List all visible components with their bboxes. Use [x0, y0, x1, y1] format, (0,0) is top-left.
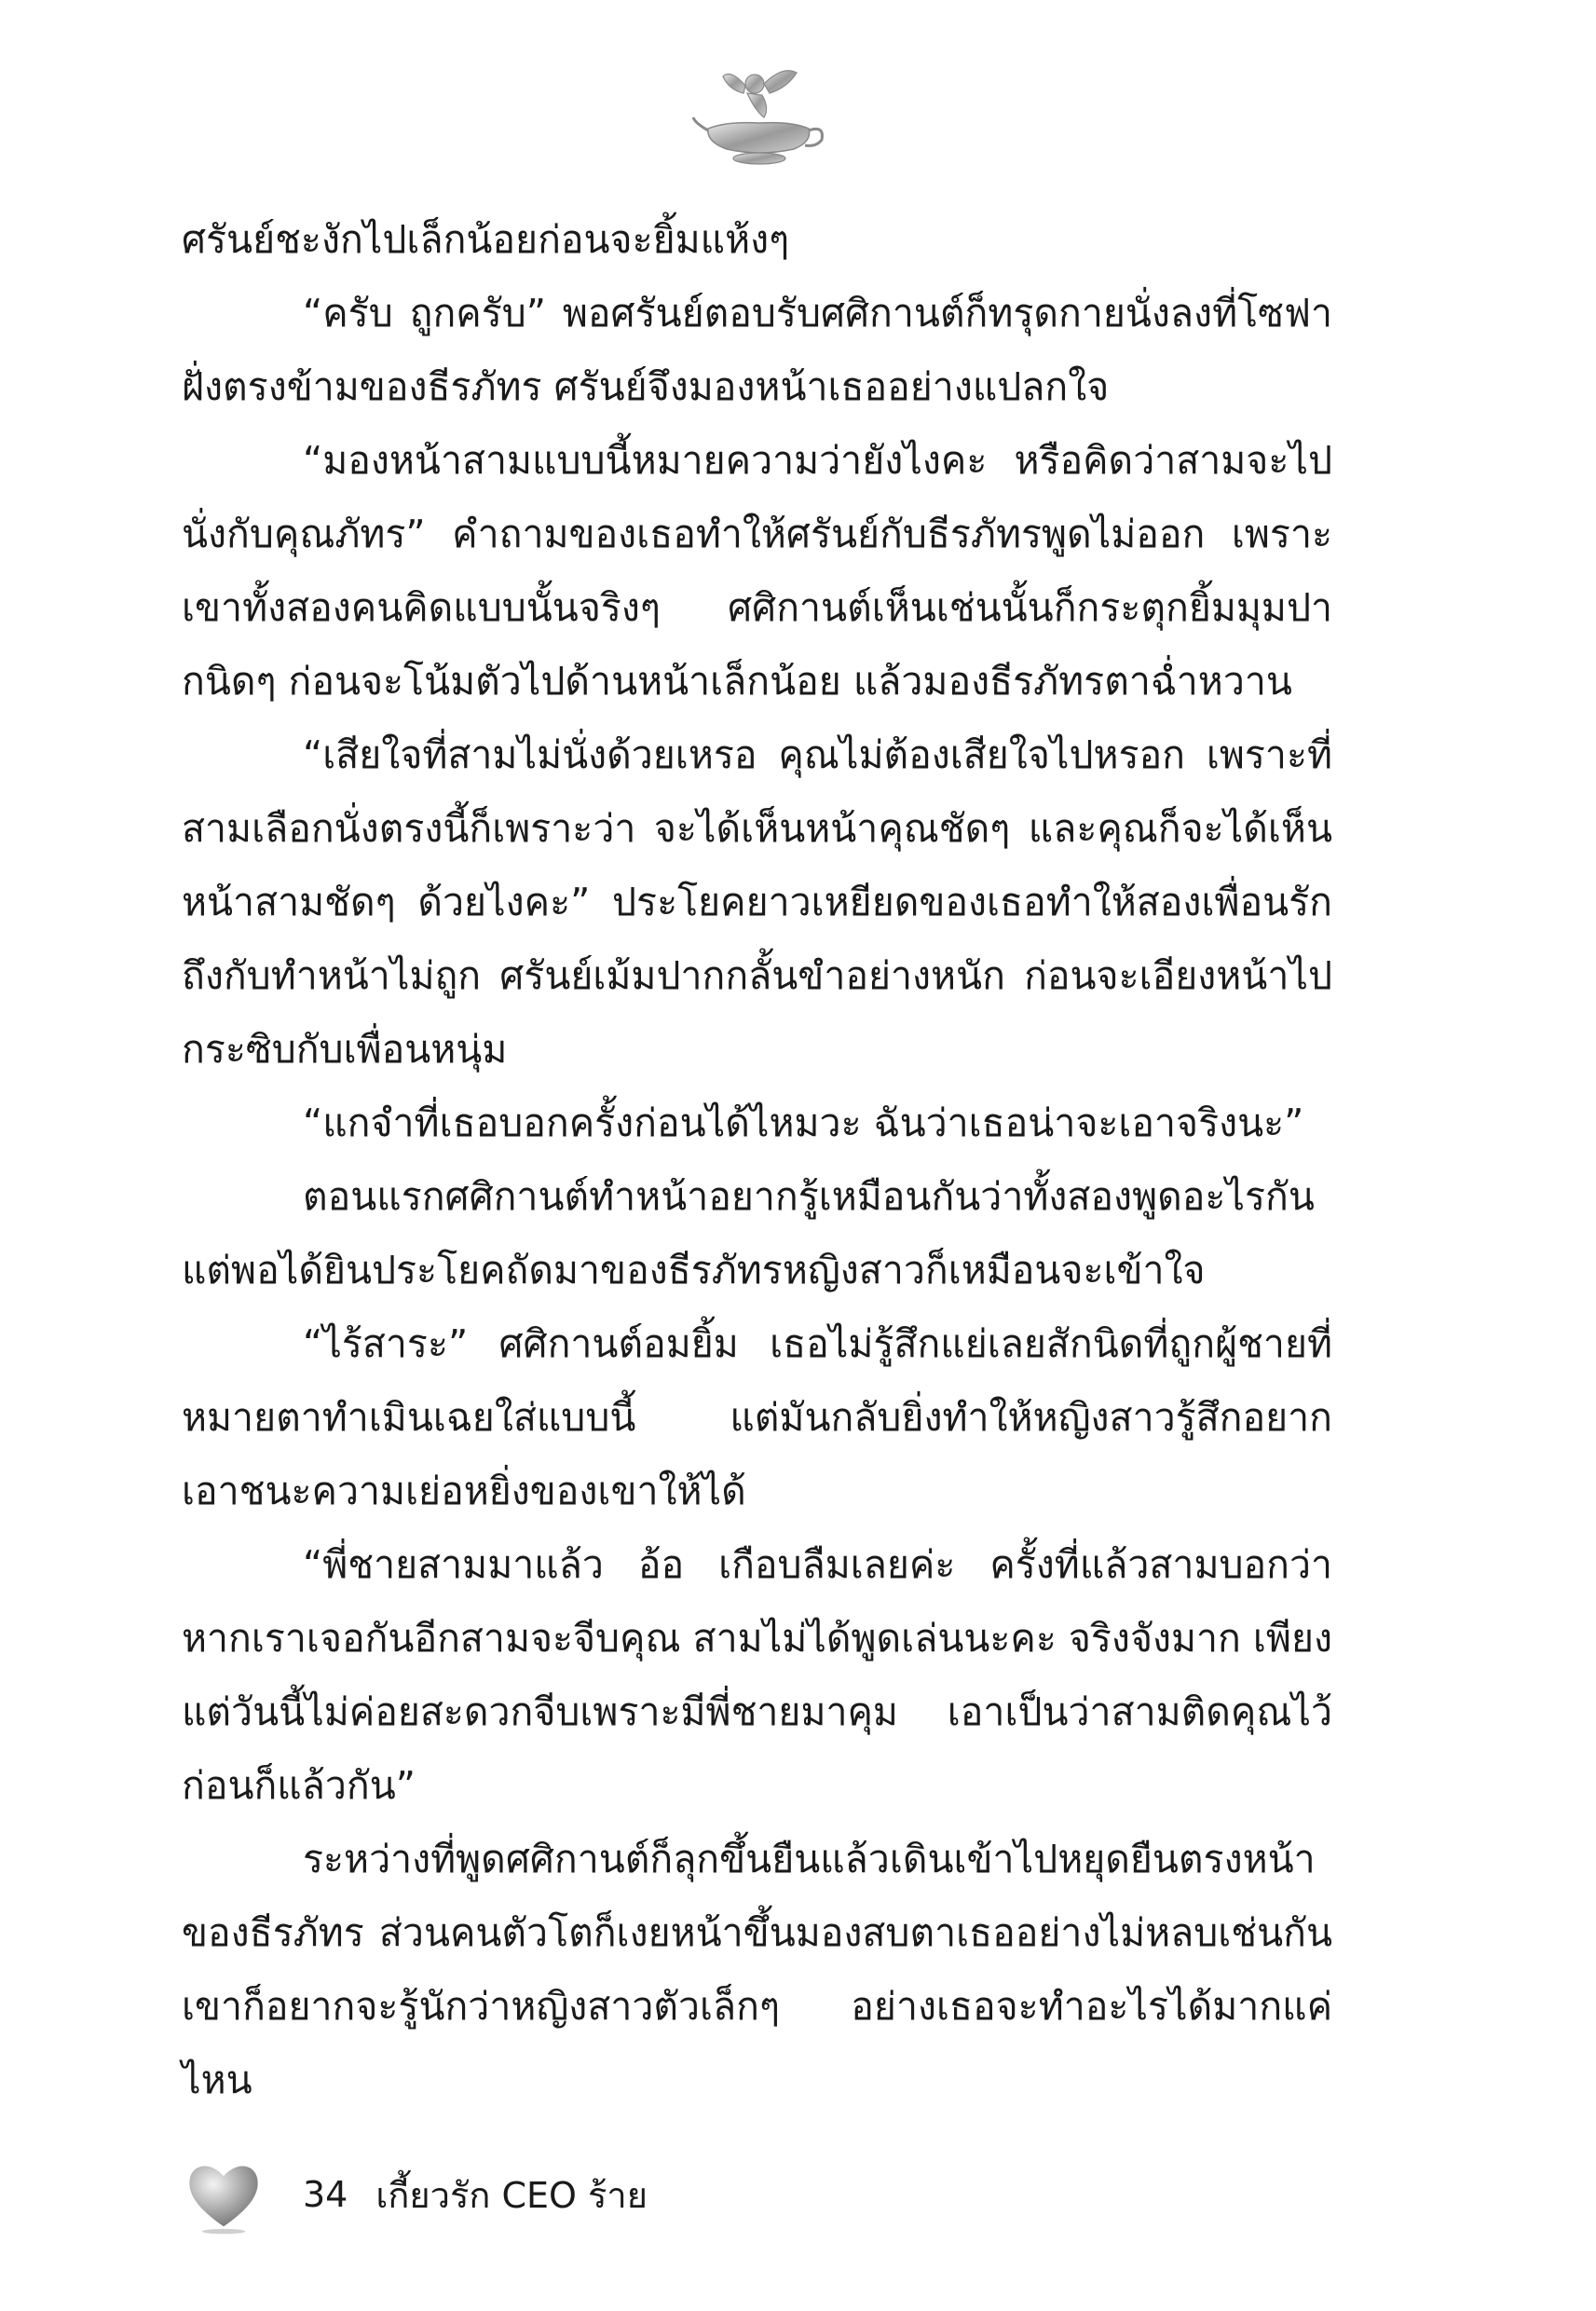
paragraph: “มองหน้าสามแบบนี้หมายความว่ายังไงคะ หรือคิดว่าสามจะไปนั่งกับคุณภัทร” คำถามของเธอทำให้ศรันย์กับธีรภัทรพูดไม่ออก เพราะเขาทั้งสองคนคิดแบบนั้นจริงๆ ศศิกานต์เห็นเช่นนั้นก็กระตุกยิ้มมุมปากนิดๆ ก่อนจะโน้มตัวไปด้านหน้าเล็กน้อย แล้วมองธีรภัทรตาฉ่ำหวาน [182, 438, 1332, 704]
page-number: 34 [303, 2174, 348, 2215]
paragraph: “ครับ ถูกครับ” พอศรันย์ตอบรับศศิกานต์ก็ทรุดกายนั่งลงที่โซฟาฝั่งตรงข้ามของธีรภัทร ศรันย์จึงมองหน้าเธออย่างแปลกใจ [182, 291, 1332, 409]
paragraph: “ไร้สาระ” ศศิกานต์อมยิ้ม เธอไม่รู้สึกแย่เลยสักนิดที่ถูกผู้ชายที่หมายตาทำเมินเฉยใส่แบบนี้ แต่มันกลับยิ่งทำให้หญิงสาวรู้สึกอยากเอาชนะความเย่อหยิ่งของเขาให้ได้ [182, 1321, 1332, 1513]
paragraph: “พี่ชายสามมาแล้ว อ้อ เกือบลืมเลยค่ะ ครั้งที่แล้วสามบอกว่า หากเราเจอกันอีกสามจะจีบคุณ สามไม่ได้พูดเล่นนะคะ จริงจังมาก เพียงแต่วันนี้ไม่ค่อยสะดวกจีบเพราะมีพี่ชายมาคุม เอาเป็นว่าสามติดคุณไว้ก่อนก็แล้วกัน” [182, 1542, 1332, 1808]
paragraph: ตอนแรกศศิกานต์ทำหน้าอยากรู้เหมือนกันว่าทั้งสองพูดอะไรกัน แต่พอได้ยินประโยคถัดมาของธีรภัทรหญิงสาวก็เหมือนจะเข้าใจ [182, 1174, 1315, 1292]
paragraph: “แกจำที่เธอบอกครั้งก่อนได้ไหมวะ ฉันว่าเธอน่าจะเอาจริงนะ” [303, 1101, 1304, 1145]
paragraph: “เสียใจที่สามไม่นั่งด้วยเหรอ คุณไม่ต้องเสียใจไปหรอก เพราะที่สามเลือกนั่งตรงนี้ก็เพราะว่า จะได้เห็นหน้าคุณชัดๆ และคุณก็จะได้เห็นหน้าสามชัดๆ ด้วยไงคะ” ประโยคยาวเหยียดของเธอทำให้สองเพื่อนรักถึงกับทำหน้าไม่ถูก ศรันย์เม้มปากกลั้นขำอย่างหนัก ก่อนจะเอียงหน้าไปกระซิบกับเพื่อนหนุ่ม [182, 732, 1332, 1072]
cupid-teapot-icon [689, 56, 829, 168]
page-footer [182, 2143, 927, 2246]
book-title: เกี้ยวรัก CEO ร้าย [375, 2174, 648, 2216]
paragraph: ระหว่างที่พูดศศิกานต์ก็ลุกขึ้นยืนแล้วเดินเข้าไปหยุดยืนตรงหน้าของธีรภัทร ส่วนคนตัวโตก็เงยหน้าขึ้นมองสบตาเธออย่างไม่หลบเช่นกัน เขาก็อยากจะรู้นักว่าหญิงสาวตัวเล็กๆ อย่างเธอจะทำอะไรได้มากแค่ไหน [182, 1837, 1332, 2102]
heart-icon [182, 2153, 266, 2236]
paragraph: ศรันย์ชะงักไปเล็กน้อยก่อนจะยิ้มแห้งๆ [182, 217, 790, 262]
body-text [182, 203, 1332, 2117]
